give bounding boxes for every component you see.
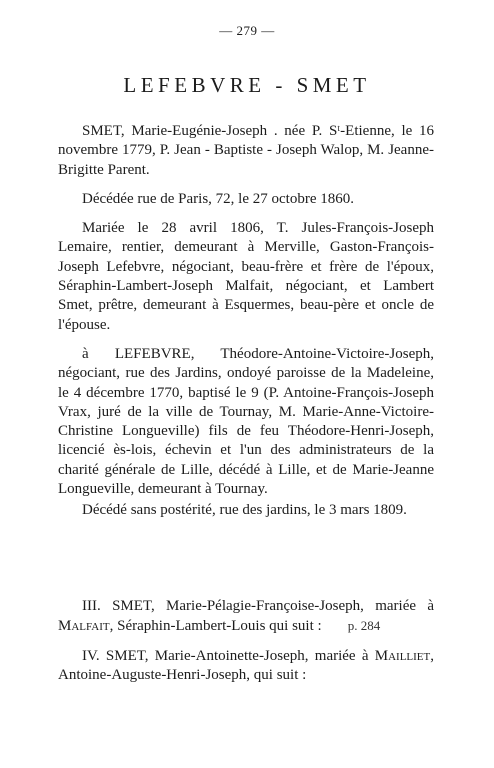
child-entry-iii [58, 597, 434, 637]
spouse-paragraph: à LEFEBVRE, Théodore-Antoine-Victoire-Joseph, négociant, rue des Jardins, ondoyé paroisse de la Madeleine, le 4 décembre 1770, baptisé le 9 (P. Antoine-François-Joseph Vrax, juré de la ville de Tournay, M. Marie-Anne-Victoire-Christine Longueville) fils de feu Théodore-Henri-Joseph, licencié ès-lois, échevin et l'un des administrateurs de la charité générale de Lille, décédé à Lille, et de Marie-Jeanne Longueville, demeurant à Tournay. [58, 345, 434, 498]
page-title: LEFEBVRE - SMET [123, 73, 371, 97]
spouse-name-mailliet: Mailliet [374, 647, 431, 664]
handwritten-annotation: p. 284 [347, 618, 381, 634]
spouse-name-malfait: Malfait [58, 618, 110, 635]
death-paragraph: Décédée rue de Paris, 72, le 27 octobre 1860. [82, 190, 354, 207]
birth-paragraph: SMET, Marie-Eugénie-Joseph . née P. Sᵗ-Etienne, le 16 novembre 1779, P. Jean - Baptiste - Joseph Walop, M. Jeanne-Brigitte Parent. [58, 123, 434, 178]
child-entry-iii-rest: , Séraphin-Lambert-Louis qui suit : [109, 618, 322, 635]
child-entry-iv-text: IV. SMET, Marie-Antoinette-Joseph, mariée à [82, 647, 375, 664]
marriage-paragraph: Mariée le 28 avril 1806, T. Jules-François-Joseph Lemaire, rentier, demeurant à Merville, Gaston-François-Joseph Lefebvre, négociant, beau-frère et frère de l'époux, Séraphin-Lambert-Joseph Malfait, négociant, et Lambert Smet, prêtre, demeurant à Esquermes, beau-père et oncle de l'épouse. [58, 220, 434, 333]
child-entry-iv [58, 647, 434, 686]
page-number: — 279 — [219, 23, 275, 38]
child-entry-iii-text: III. SMET, Marie-Pélagie-Françoise-Joseph, mariée à [82, 598, 434, 614]
child-entry-iv-rest: , Antoine-Auguste-Henri-Joseph, qui suit : [58, 647, 434, 683]
descendants-block [58, 597, 434, 695]
entry-block [58, 122, 434, 531]
spouse-death-paragraph: Décédé sans postérité, rue des jardins, le 3 mars 1809. [82, 502, 407, 519]
